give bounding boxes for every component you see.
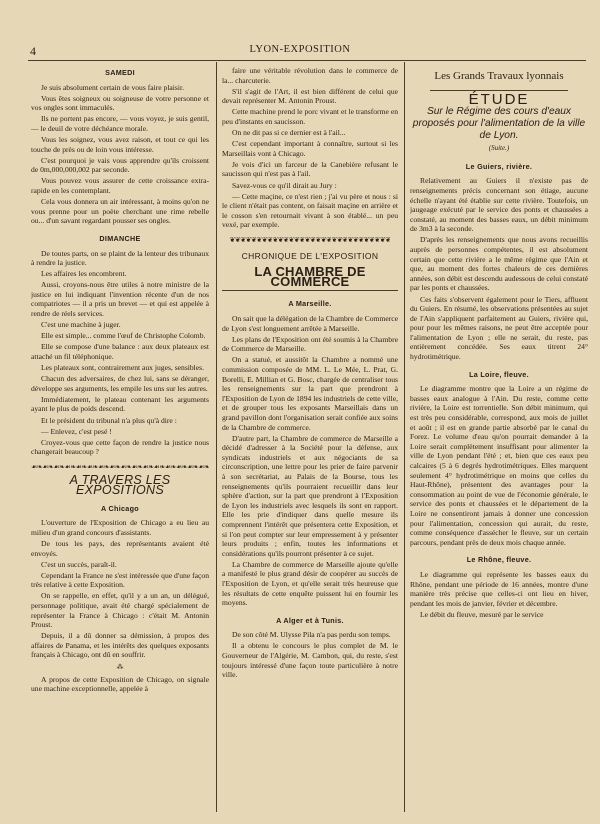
paragraph: Savez-vous ce qu'il dirait au Jury : [232, 180, 337, 190]
paragraph: Il a obtenu le concours le plus complet de M. le Gouverneur de l'Algérie, M. Cambon, qui, du reste, s'est toujours intéressé d'une façon toute particulière à notre ville. [222, 641, 398, 680]
running-head: LYON-EXPOSITION [249, 44, 351, 55]
rhone-body [410, 570, 588, 619]
paragraph: L'ouverture de l'Exposition de Chicago a eu lieu au milieu d'un grand concours d'assistants. [31, 518, 209, 537]
rhone-title: Le Rhône, fleuve. [466, 555, 532, 565]
paragraph: Je vois d'ici un farceur de la Canebière refusant le saucisson qui n'est pas à l'ail. [222, 159, 398, 179]
dimanche-title: DIMANCHE [99, 233, 141, 243]
marseille-title: A Marseille. [288, 299, 332, 309]
paragraph: Relativement au Guiers il n'existe pas de renseignements précis concernant son étiage, aucune échelle n'ayant été établie sur cette rivière. Toutefois, un jaugeage exécuté par le service des ponts et chaussées a constaté, au moment des basses eaux, un débit minimum de 3m3 à la seconde. [410, 176, 588, 234]
column-rule-2 [404, 62, 405, 812]
paragraph: De toutes parts, on se plaint de la lenteur des tribunaux à rendre la justice. [31, 248, 209, 268]
paragraph: C'est pourquoi je vais vous apprendre qu'ils croissent de 0m,000,000,002 par seconde. [31, 155, 209, 175]
chambre-title: LA CHAMBRE DE COMMERCE [222, 267, 398, 291]
column-rule-1 [216, 62, 217, 812]
paragraph: Cela vous donnera un air intéressant, à moins qu'on ne vous prenne pour un poète cherchant une rime rebelle ou... d'un savant regardant pousser ses ongles. [31, 197, 209, 226]
paragraph: Le diagramme montre que la Loire a un régime de basses eaux analogue à l'Ain. Du reste, comme cette rivière, la Loire est torrentielle. Son débit minimum, qui est très peu considérable, correspond, aux mois de juillet et août ; il est en grande partie absorbé par le canal du Forez. Le volume d'eau qu'on pourrait demander à la Loire serait complètement insuffisant pour alimenter la ville de Lyon pendant l'été ; et, bien que ces eaux peu calcaires (5 à 6 degrés hydrotimétriques. Elles marquent seulement 4° hydrotimétrique en moins que celles du Haut-Rhône), présentent des avantages pour la consommation au point de vue de l'économie générale, le service des ponts et chaussées et le département de la Loire ne consentiront jamais à donner une concession pour l'alimentation, concession qui aurait, du reste, comme conséquence d'assécher le fleuve, sur un certain parcours, pendant près de deux mois chaque année. [410, 384, 588, 547]
loire-body [410, 384, 588, 547]
paragraph: Immédiatement, le plateau contenant les arguments ayant le plus de poids descend. [31, 394, 209, 414]
chicago-body [31, 518, 209, 694]
paragraph: Elle est simple... comme l'œuf de Christophe Colomb. [41, 331, 206, 341]
paragraph: On se rappelle, en effet, qu'il y a un an, un délégué, personnage politique, avait été chargé spécialement de représenter la France à Chicago : c'était M. Antonin Proust. [31, 591, 209, 630]
paragraph: De tous les pays, des représentants avaient été envoyés. [31, 538, 209, 558]
paragraph: C'est cependant important à connaître, surtout si les Marseillais vont à Chicago. [222, 139, 398, 158]
paragraph: S'il s'agit de l'Art, il est bien différent de celui que devait représenter M. Antonin Proust. [222, 86, 398, 106]
paragraph: Elle se compose d'une balance : aux deux plateaux est attaché un fil téléphonique. [31, 342, 209, 361]
asterism-separator: ⁂ [116, 663, 124, 672]
samedi-title: SAMEDI [105, 68, 135, 77]
charcuterie-body [222, 66, 398, 230]
series-header: Les Grands Travaux lyonnais [434, 70, 564, 82]
paragraph: On ne dit pas si ce dernier est à l'ail... [232, 128, 346, 138]
paragraph: Cette machine prend le porc vivant et le transforme en peu d'instants en saucisson. [222, 107, 398, 126]
paragraph: Aussi, croyons-nous être utiles à notre ministre de la justice en lui indiquant l'invention récente d'un de nos compatriotes — il a pris un brevet — et qui est appelée à rendre de réels services. [31, 280, 209, 319]
alger-title: A Alger et à Tunis. [276, 615, 344, 625]
paragraph: C'est une machine à juger. [41, 320, 121, 330]
paragraph: La Chambre de commerce de Marseille ajoute qu'elle a manifesté le plus grand désir de coopérer au succès de l'Exposition de Lyon, et qu'elle serait très heureuse que les résultats de cette enquête puissent lui en fournir les moyens. [222, 559, 398, 608]
column-3 [410, 66, 588, 810]
suite-note: (Suite.) [488, 144, 510, 153]
paragraph: Et le président du tribunal n'a plus qu'à dire : [41, 415, 177, 425]
paragraph: Vous les soignez, vous avez raison, et tout ce qui les touche de près ou de loin vous intéresse. [31, 135, 209, 154]
paragraph: Depuis, il a dû donner sa démission, à propos des affaires de Panama, et les intérêts des quelques exposants français à Chicago, ont dû en souffrir. [31, 631, 209, 660]
paragraph: On a statué, et aussitôt la Chambre a nommé une commission composée de MM. L. Le Mée, L. Prat, G. Borelli, E. Millian et G. Bosc, chargée de centraliser tous les renseignements sur la part que prendront à l'Exposition de Lyon de 1894 les industriels de cette ville, et de grouper tous les exposants Marseillais dans un grand pavillon dont l'organisation serait confiée aux soins de la Chambre de commerce. [222, 355, 398, 432]
etude-title: ÉTUDE [468, 90, 530, 108]
etude-subtitle: Sur le Régime des cours d'eaux proposés pour l'alimentation de la ville de Lyon. [412, 106, 586, 142]
paragraph: Vous êtes soigneux ou soigneuse de votre personne et vos ongles sont immaculés. [31, 93, 209, 113]
chicago-title: A Chicago [101, 503, 139, 513]
paragraph: On sait que la délégation de la Chambre de Commerce de Lyon s'est longuement arrêtée à Marseille. [222, 313, 398, 333]
paragraph: — Enlevez, c'est pesé ! [41, 426, 112, 436]
column-2 [222, 66, 398, 810]
loire-title: La Loire, fleuve. [469, 369, 529, 379]
paragraph: Ils ne portent pas encore, — vous voyez, je suis gentil, — le deuil de votre déchéance morale. [31, 114, 209, 133]
paragraph: Les affaires les encombrent. [41, 269, 127, 279]
samedi-body [31, 83, 209, 226]
paragraph: C'est un succès, paraît-il. [41, 559, 117, 569]
paragraph: Les plans de l'Exposition ont été soumis à la Chambre de Commerce de Marseille. [222, 334, 398, 354]
section-title: A TRAVERS LES EXPOSITIONS [69, 473, 171, 498]
paragraph: Chacun des adversaires, de chez lui, sans se déranger, développe ses arguments, les empile les uns sur les autres. [31, 374, 209, 393]
paragraph: D'autre part, la Chambre de commerce de Marseille a décidé d'adresser à la Société pour la défense, aux syndicats industriels et aux négociants de sa circonscription, une lettre pour les prier de faire parvenir à son secrétariat, au Palais de la Bourse, tous les renseignements qu'ils pourraient recueillir dans leur sphère d'action, sur la part que prendront à l'Exposition de Lyon les industriels avec lesquels ils sont en rapport. Elle les prie d'indiquer dans quelle mesure ils comprennent l'intérêt que présentera cette Exposition, et si l'on peut compter sur leur empressement à y présenter leurs produits ; enfin, toutes les informations et considérations qu'ils pourront présenter à ce sujet. [222, 433, 398, 558]
guiers-body [410, 176, 588, 361]
ornament-divider-2: ❦❦❦❦❦❦❦❦❦❦❦❦❦❦❦❦❦❦❦❦❦❦❦❦❦❦❦❦❦❦ [229, 236, 391, 244]
paragraph: faire une véritable révolution dans le commerce de la... charcuterie. [222, 66, 398, 85]
paragraph: Je suis absolument certain de vous faire plaisir. [41, 82, 184, 92]
paragraph: D'après les renseignements que nous avons recueillis auprès de personnes compétentes, il est absolument certain que cette rivière a le même régime que l'Ain et que, au moment des fortes chaleurs de ces dernières années, son débit est descendu audessous de celui constaté par les ponts et chaussées. [410, 235, 588, 293]
paragraph: Le diagramme qui représente les basses eaux du Rhône, pendant une période de 16 années, montre d'une manière très précise que celles-ci ont lieu en hiver, pendant les mois de janvier, février et décembre. [410, 569, 588, 608]
paragraph: Ces faits s'observent également pour le Tiers, affluent du Guiers. En résumé, les observations présentées au sujet de l'Ain s'appliquent parfaitement au Guiers, rivière qui, pour pour les mêmes raisons, ne peut être acceptée pour l'alimentation de Lyon ; elle ne serait, du reste, pas entièrement concédée. Ses eaux titrent 24° hydrotimétrique. [410, 294, 588, 362]
paragraph: — Cette maçine, ce n'est rien ; j'ai vu père et nous : si le client n'était pas content, on faisait maçine en arrière et le cosson s'en retournait vivant à son établé... un peu vexé, par exemple. [222, 191, 398, 230]
top-rule [28, 60, 586, 61]
page-number: 4 [30, 44, 36, 58]
paragraph: De son côté M. Ulysse Pila n'a pas perdu son temps. [232, 630, 391, 640]
paragraph: Cependant la France ne s'est intéressée que d'une façon très relative à cette Exposition. [31, 570, 209, 590]
alger-body [222, 630, 398, 679]
column-1 [31, 66, 209, 810]
marseille-body [222, 314, 398, 608]
paragraph: Vous pouvez vous assurer de cette croissance extra-rapide en les contemplant. [31, 176, 209, 196]
paragraph: A propos de cette Exposition de Chicago, on signale une machine exceptionnelle, appelée à [31, 674, 209, 694]
paragraph: Le débit du fleuve, mesuré par le service [420, 609, 544, 619]
dimanche-body [31, 249, 209, 457]
guiers-title: Le Guiers, rivière. [465, 161, 533, 171]
paragraph: Les plateaux sont, contrairement aux juges, sensibles. [41, 363, 205, 373]
ornament-divider: ☙❧☙❧☙❧☙❧☙❧☙❧☙❧☙❧☙❧☙❧☙❧☙❧☙❧☙❧☙❧☙❧ [31, 462, 209, 471]
chronique-title: CHRONIQUE DE L'EXPOSITION [241, 250, 379, 261]
paragraph: Croyez-vous que cette façon de rendre la justice nous changerait beaucoup ? [31, 437, 209, 457]
